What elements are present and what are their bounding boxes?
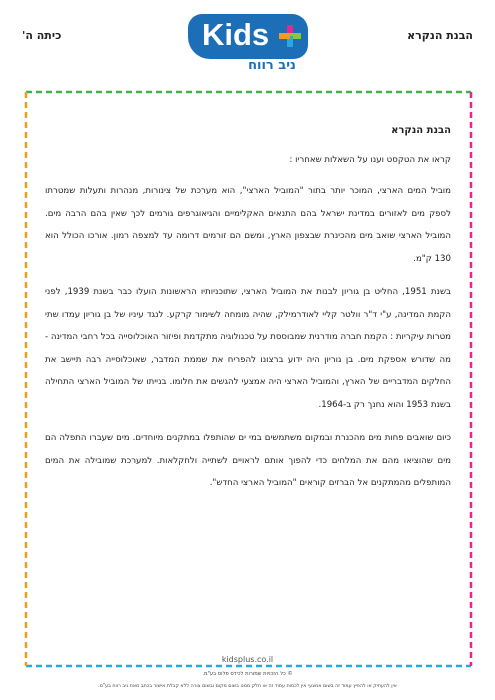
kids-logo — [188, 14, 308, 76]
logo-text: Kids — [202, 17, 270, 52]
footer-copyright: © כל הזכויות שמורות לכידס פלוס בע"מ. — [202, 671, 293, 677]
grade-label: כיתה ה' — [22, 29, 62, 42]
paragraph-3: כיום שואבים פחות מים מהכנרת ובמקום משתמשים במי ים שהותפלו במתקנים מיוחדים. מים שעברו התפלה הם מים שהוציאו מהם את המלחים כדי להפוך אותם לראויים לשתייה ולחקלאות. למערכת שמובילה את המים המותפלים מהמתקנים אל הברזים קוראים "המוביל הארצי החדש". — [45, 433, 451, 488]
plus-icon — [279, 25, 301, 47]
instructions: קראו את הטקסט וענו על השאלות שאחריו : — [289, 154, 451, 165]
worksheet-content — [45, 120, 451, 506]
logo-subtitle: ניב רווח — [248, 58, 296, 73]
footer-url: kidsplus.co.il — [221, 655, 274, 664]
page-title: הבנת הנקרא — [391, 125, 451, 136]
header-subject: הבנת הנקרא — [407, 29, 473, 42]
paragraph-1: מוביל המים הארצי, המוכר יותר בתור "המוביל הארצי", הוא מערכת של צינורות, מנהרות ותעלות שמטרתו לספק מים לאזורים במדינת ישראל בהם התנאים האקלימיים והגיאוגרפים גורמים לכך שאין בהם הרבה מים. המוביל הארצי שואב מים מהכינרת שבצפון הארץ, ומשם הם זורמים דרומה עד למצפה רמון. אורכו הכולל הוא 130 ק"מ. — [45, 186, 451, 264]
footer-legal-notice: אין להעתיק או להפיץ עמוד זה בשום אמצעי אין לכסות עמוד זה או חלק ממנו בשום מקום ובשום צורה ללא קבלת אישור בכתב מאת ניב רווח בע"מ. — [98, 684, 397, 689]
paragraph-2: בשנת 1951, החליט בן גוריון לבנות את המוביל הארצי, שתוכניותיו הראשונות הועלו כבר בשנת 1939, לפני הקמת המדינה, ע"י ד"ר וולטר קליי לאודרמילק, שהיה מומחה לשימור קרקע. לנגד עיניו של בן גוריון עמדו שתי מטרות עיקריות : הקמת חברה מודרנית שמבוססת על טכנולוגיה מתקדמת ופיזור האוכלוסייה בכל רחבי המדינה - מה שדורש אספקת מים. בן גוריון היה ידוע ברצונו להפריח את שממת המדבר, שאוכלוסייה רבה תיישב את החלקים המדבריים של הארץ, והמוביל הארצי היה אמצעי להגשים את חלומו. בנייתו של המוביל הארצי התחילה בשנת 1953 והוא נחנך רק ב-1964. — [45, 287, 452, 410]
